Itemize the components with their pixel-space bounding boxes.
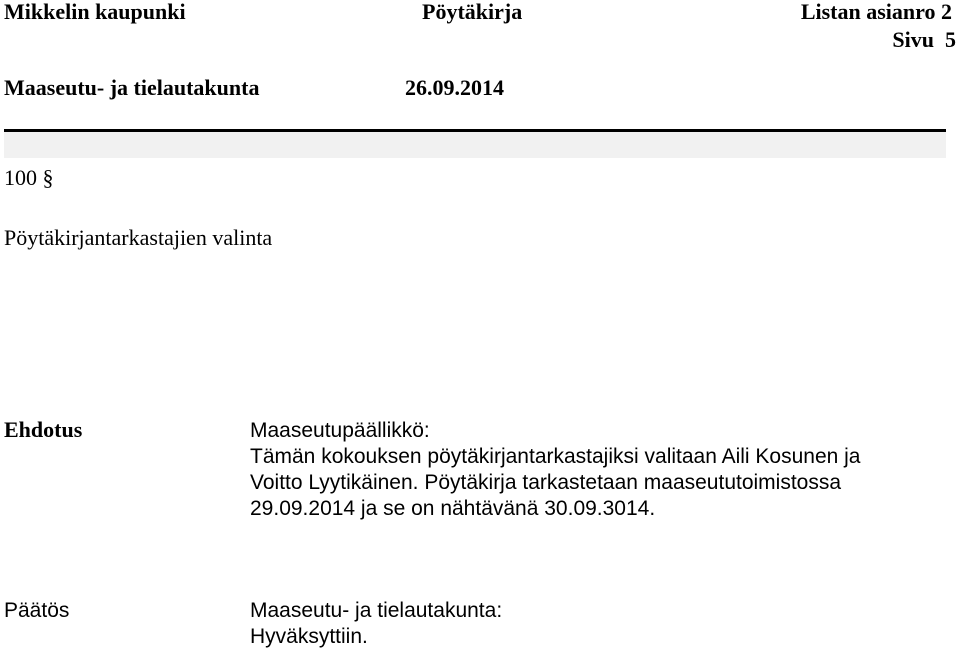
- page-number: Sivu 5: [892, 27, 956, 52]
- document-type: Pöytäkirja: [422, 0, 523, 24]
- proposal-author: Maaseutupäällikkö:: [250, 419, 430, 442]
- decision-body: Maaseutu- ja tielautakunta:: [250, 599, 503, 622]
- decision-label: Päätös: [4, 599, 70, 622]
- proposal-line: Voitto Lyytikäinen. Pöytäkirja tarkastetaan maaseututoimistossa: [250, 471, 842, 494]
- item-number: Listan asianro 2: [800, 0, 952, 24]
- proposal-line: 29.09.2014 ja se on nähtävänä 30.09.3014.: [250, 497, 656, 520]
- meeting-date: 26.09.2014: [405, 75, 504, 100]
- decision-result: Hyväksyttiin.: [250, 625, 368, 648]
- board-name: Maaseutu- ja tielautakunta: [4, 75, 260, 100]
- proposal-label: Ehdotus: [4, 417, 83, 442]
- proposal-line: Tämän kokouksen pöytäkirjantarkastajiksi valitaan Aili Kosunen ja: [250, 445, 861, 468]
- section-title: Pöytäkirjantarkastajien valinta: [4, 225, 273, 250]
- proposal-text: [250, 418, 950, 522]
- city-name: Mikkelin kaupunki: [4, 0, 186, 24]
- section-number: 100 §: [4, 165, 54, 190]
- shaded-band: [4, 132, 946, 158]
